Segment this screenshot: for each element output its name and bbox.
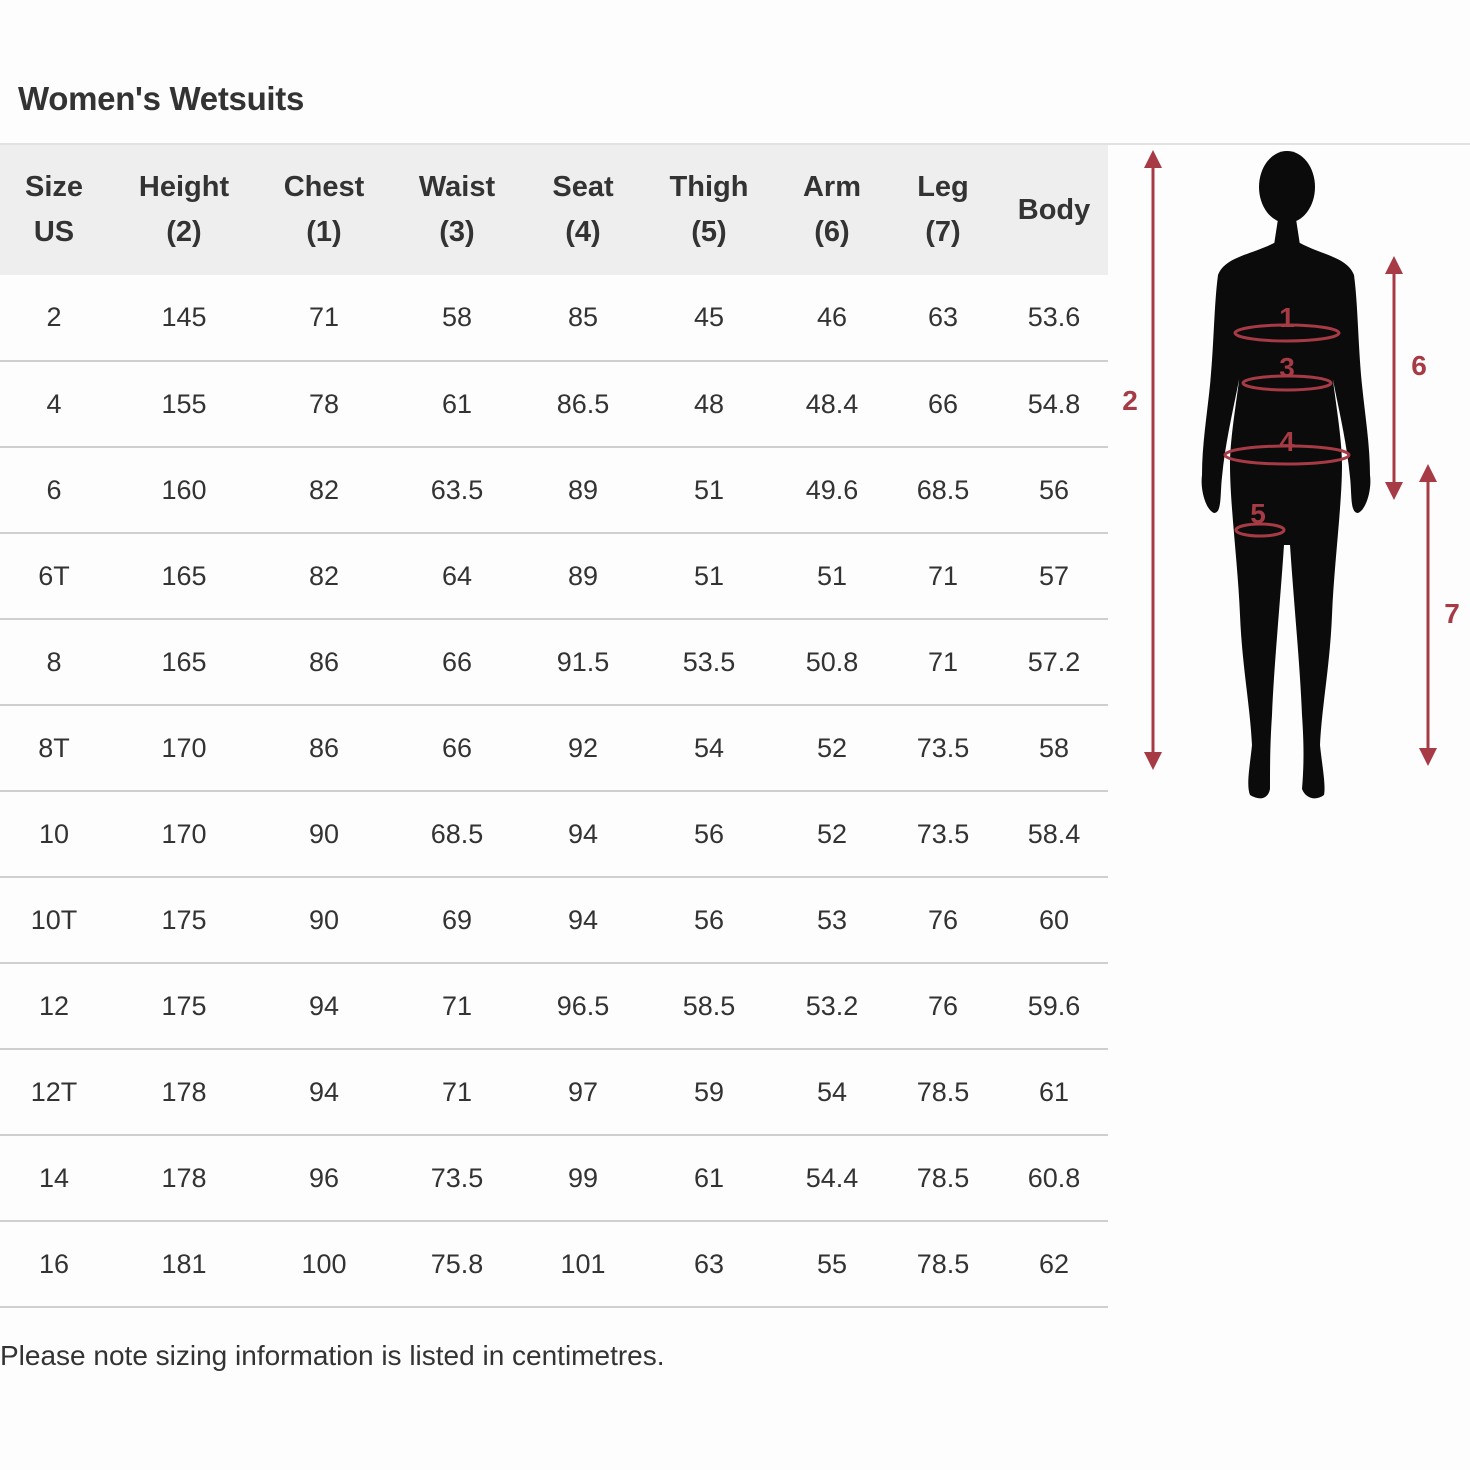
cell-waist: 66 (441, 646, 473, 677)
cell-arm: 51 (816, 560, 848, 591)
cell-height: 160 (161, 474, 207, 505)
column-header-body: Body (1017, 193, 1091, 226)
cell-body: 58.4 (1027, 818, 1081, 849)
table-row (0, 361, 1108, 447)
cell-height: 155 (161, 388, 207, 419)
cell-seat: 96.5 (556, 990, 610, 1021)
cell-size: 6T (38, 560, 70, 591)
cell-chest: 86 (308, 646, 340, 677)
size-chart-table (0, 145, 1108, 1308)
cell-size: 8 (46, 646, 62, 677)
cell-height: 181 (161, 1248, 207, 1279)
cell-height: 170 (161, 732, 207, 763)
cell-height: 178 (161, 1076, 207, 1107)
cell-waist: 69 (441, 904, 473, 935)
cell-arm: 53 (816, 904, 848, 935)
cell-thigh: 53.5 (682, 646, 736, 677)
cell-thigh: 61 (693, 1162, 725, 1193)
cell-thigh: 56 (693, 904, 725, 935)
chest-label: 1 (1279, 302, 1295, 333)
page-title: Women's Wetsuits (18, 80, 305, 117)
cell-thigh: 56 (693, 818, 725, 849)
cell-arm: 55 (816, 1248, 848, 1279)
table-row (0, 791, 1108, 877)
cell-arm: 46 (816, 302, 848, 332)
cell-seat: 89 (567, 474, 599, 505)
units-note: Please note sizing information is listed in centimetres. (0, 1340, 665, 1371)
column-header-seat: Seat (4) (552, 171, 614, 248)
cell-size: 2 (46, 302, 62, 332)
cell-body: 61 (1038, 1076, 1070, 1107)
cell-arm: 49.6 (805, 474, 859, 505)
cell-arm: 53.2 (805, 990, 859, 1021)
thigh-label: 5 (1250, 498, 1266, 529)
cell-seat: 94 (567, 904, 599, 935)
cell-waist: 66 (441, 732, 473, 763)
column-header-leg: Leg (7) (917, 171, 969, 248)
cell-chest: 94 (308, 1076, 340, 1107)
cell-seat: 91.5 (556, 646, 610, 677)
seat-label: 4 (1279, 426, 1295, 457)
cell-waist: 64 (441, 560, 473, 591)
cell-arm: 52 (816, 818, 848, 849)
cell-chest: 96 (308, 1162, 340, 1193)
cell-seat: 97 (567, 1076, 599, 1107)
cell-thigh: 51 (693, 474, 725, 505)
cell-waist: 71 (441, 990, 473, 1021)
cell-waist: 75.8 (430, 1248, 484, 1279)
cell-thigh: 48 (693, 388, 725, 419)
cell-arm: 48.4 (805, 388, 859, 419)
cell-size: 8T (38, 732, 70, 763)
cell-seat: 99 (567, 1162, 599, 1193)
column-header-size: Size US (24, 171, 84, 248)
arm-label: 6 (1411, 350, 1427, 381)
table-header-row (0, 145, 1108, 275)
cell-thigh: 45 (693, 302, 725, 332)
cell-body: 53.6 (1027, 302, 1081, 332)
column-header-arm: Arm (6) (802, 171, 861, 248)
cell-thigh: 58.5 (682, 990, 736, 1021)
cell-body: 54.8 (1027, 388, 1081, 419)
cell-thigh: 59 (693, 1076, 725, 1107)
cell-waist: 63.5 (430, 474, 484, 505)
cell-leg: 73.5 (916, 732, 970, 763)
cell-body: 57 (1038, 560, 1070, 591)
cell-chest: 100 (301, 1248, 347, 1279)
table-row (0, 533, 1108, 619)
cell-size: 6 (46, 474, 62, 505)
cell-seat: 86.5 (556, 388, 610, 419)
table-body (0, 275, 1108, 1307)
column-header-height: Height (2) (138, 171, 230, 248)
cell-height: 175 (161, 990, 207, 1021)
cell-arm: 52 (816, 732, 848, 763)
cell-chest: 78 (308, 388, 340, 419)
cell-chest: 82 (308, 474, 340, 505)
cell-chest: 90 (308, 904, 340, 935)
cell-leg: 78.5 (916, 1076, 970, 1107)
cell-waist: 73.5 (430, 1162, 484, 1193)
cell-leg: 63 (927, 302, 959, 332)
cell-height: 145 (161, 302, 207, 332)
table-row (0, 963, 1108, 1049)
cell-chest: 82 (308, 560, 340, 591)
table-row (0, 1049, 1108, 1135)
cell-leg: 71 (927, 560, 959, 591)
table-row (0, 1135, 1108, 1221)
cell-chest: 86 (308, 732, 340, 763)
cell-waist: 68.5 (430, 818, 484, 849)
cell-body: 58 (1038, 732, 1070, 763)
cell-body: 62 (1038, 1248, 1070, 1279)
cell-body: 60.8 (1027, 1162, 1081, 1193)
cell-leg: 71 (927, 646, 959, 677)
cell-size: 12 (38, 990, 70, 1021)
cell-leg: 66 (927, 388, 959, 419)
cell-body: 57.2 (1027, 646, 1081, 677)
cell-waist: 61 (441, 388, 473, 419)
measurement-figure (1110, 145, 1470, 825)
waist-label: 3 (1279, 352, 1295, 383)
cell-leg: 76 (927, 990, 959, 1021)
leg-label: 7 (1444, 598, 1460, 629)
cell-chest: 94 (308, 990, 340, 1021)
table-row (0, 1221, 1108, 1307)
cell-body: 59.6 (1027, 990, 1081, 1021)
table-row (0, 275, 1108, 361)
cell-arm: 54.4 (805, 1162, 859, 1193)
cell-size: 10 (38, 818, 70, 849)
cell-body: 56 (1038, 474, 1070, 505)
cell-thigh: 54 (693, 732, 725, 763)
cell-seat: 89 (567, 560, 599, 591)
cell-size: 4 (46, 388, 62, 419)
column-header-chest: Chest (1) (283, 171, 365, 248)
cell-seat: 101 (560, 1248, 606, 1279)
table-row (0, 877, 1108, 963)
table-row (0, 705, 1108, 791)
cell-waist: 71 (441, 1076, 473, 1107)
cell-size: 14 (38, 1162, 70, 1193)
cell-leg: 78.5 (916, 1162, 970, 1193)
column-header-thigh: Thigh (5) (669, 171, 749, 248)
cell-body: 60 (1038, 904, 1070, 935)
cell-height: 170 (161, 818, 207, 849)
cell-seat: 92 (567, 732, 599, 763)
cell-leg: 78.5 (916, 1248, 970, 1279)
cell-arm: 54 (816, 1076, 848, 1107)
cell-height: 175 (161, 904, 207, 935)
cell-leg: 68.5 (916, 474, 970, 505)
cell-thigh: 51 (693, 560, 725, 591)
cell-leg: 73.5 (916, 818, 970, 849)
height-label: 2 (1122, 385, 1138, 416)
cell-leg: 76 (927, 904, 959, 935)
cell-size: 12T (30, 1076, 78, 1107)
cell-chest: 90 (308, 818, 340, 849)
column-header-waist: Waist (3) (418, 171, 496, 248)
cell-height: 165 (161, 560, 207, 591)
cell-arm: 50.8 (805, 646, 859, 677)
cell-waist: 58 (441, 302, 473, 332)
cell-seat: 85 (567, 302, 599, 332)
table-row (0, 619, 1108, 705)
cell-seat: 94 (567, 818, 599, 849)
cell-thigh: 63 (693, 1248, 725, 1279)
woman-silhouette-icon (1202, 151, 1371, 798)
cell-chest: 71 (308, 302, 340, 332)
cell-height: 165 (161, 646, 207, 677)
cell-height: 178 (161, 1162, 207, 1193)
table-row (0, 447, 1108, 533)
body-silhouette-diagram (1110, 145, 1470, 825)
cell-size: 10T (30, 904, 78, 935)
cell-size: 16 (38, 1248, 70, 1279)
